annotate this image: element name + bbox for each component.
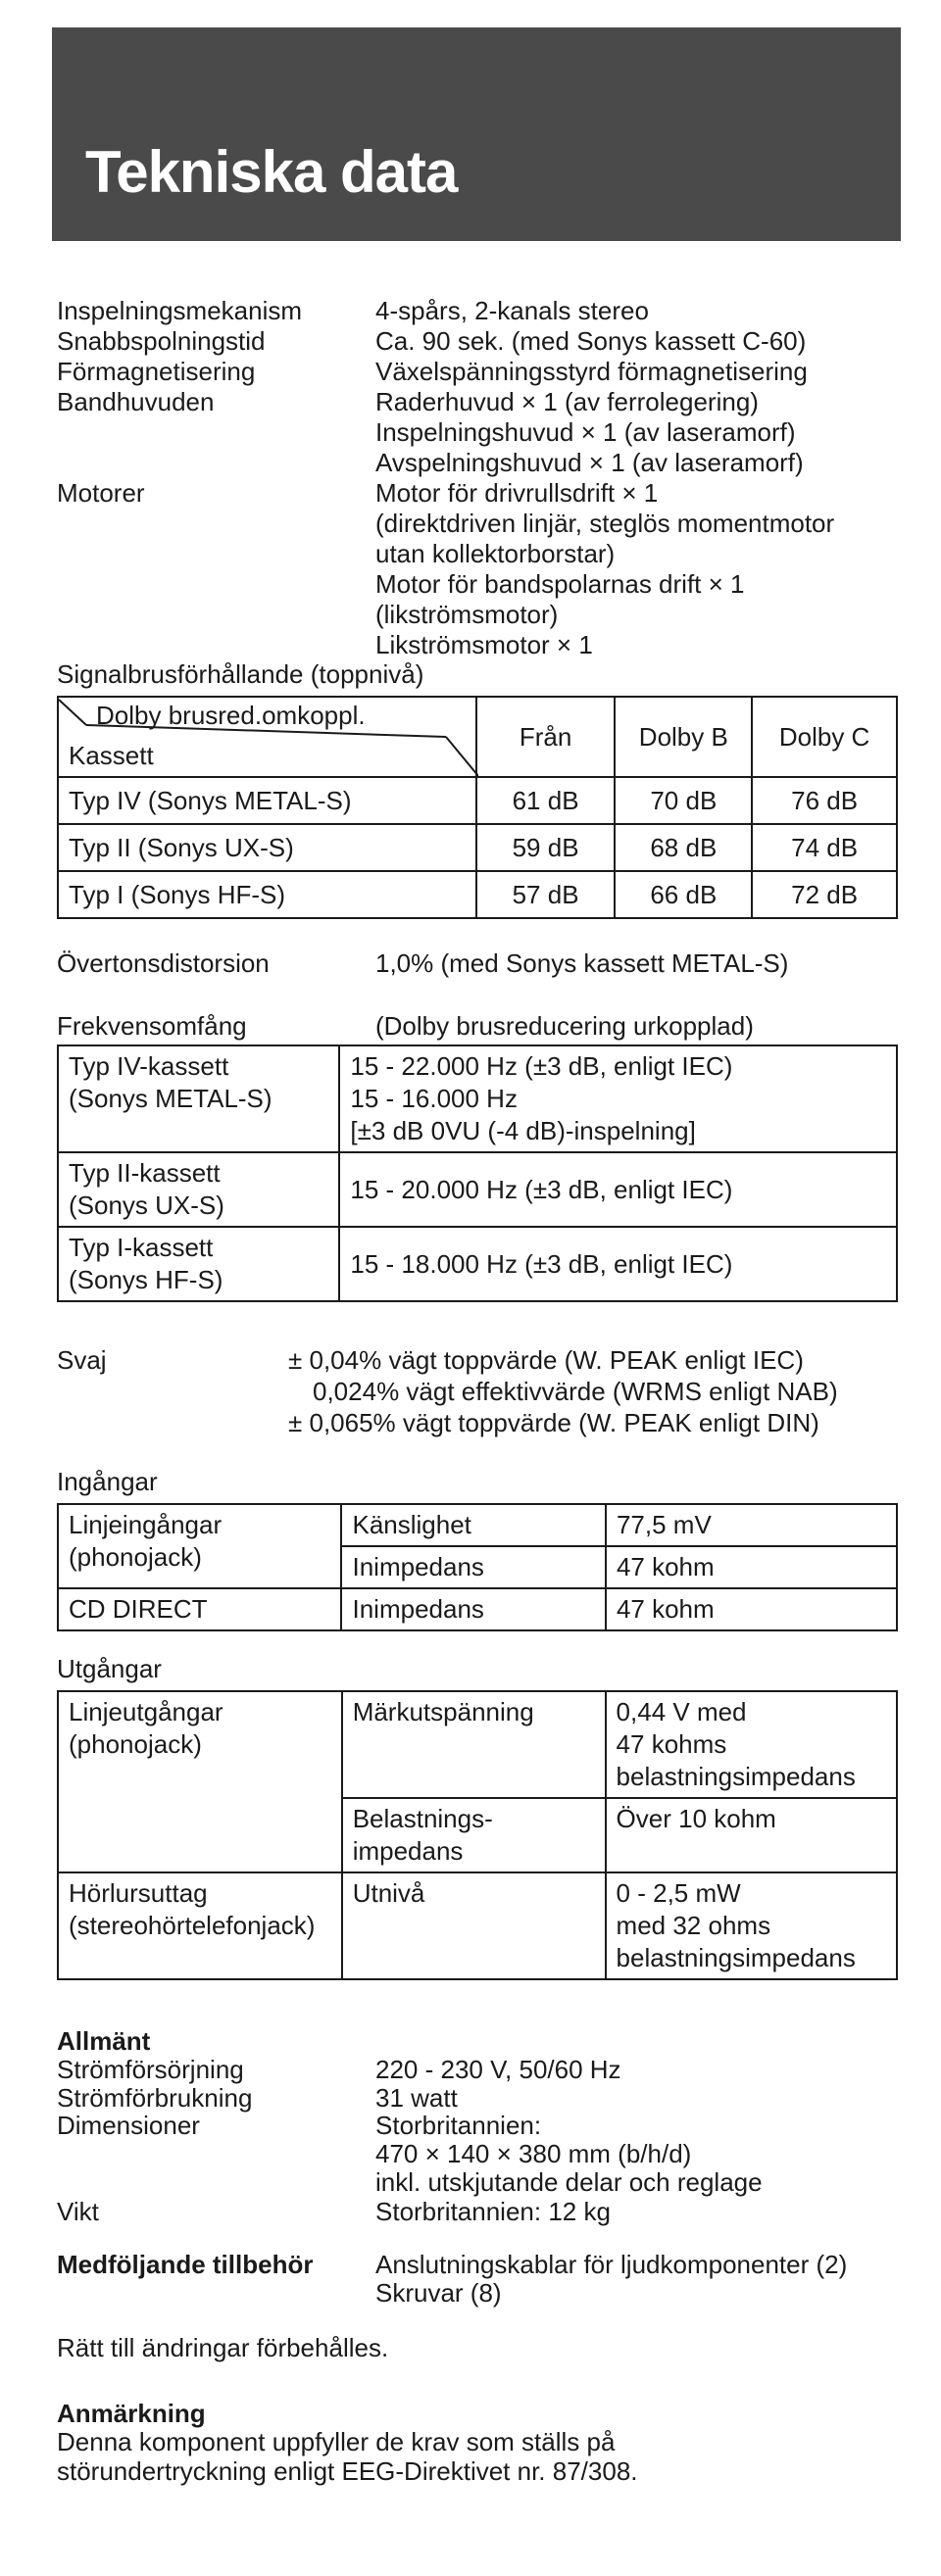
output-headphone-name (58, 1872, 342, 1979)
svaj-line: ± 0,04% vägt toppvärde (W. PEAK enligt IEC) (288, 1345, 804, 1375)
snr-value: 74 dB (752, 824, 897, 871)
input-value: 77,5 mV (606, 1504, 897, 1546)
output-param-line: Utnivå (352, 1878, 425, 1908)
table-row (58, 1045, 897, 1152)
output-param (342, 1872, 606, 1979)
snr-value: 68 dB (615, 824, 752, 871)
frequency-line: 15 - 20.000 Hz (±3 dB, enligt IEC) (350, 1174, 733, 1204)
output-value-line: belastningsimpedans (616, 1762, 856, 1791)
spec-value: 1,0% (med Sonys kassett METAL-S) (375, 948, 789, 978)
spec-value: 470 × 140 × 380 mm (b/h/d) (375, 2139, 692, 2168)
output-param (342, 1691, 606, 1798)
snr-value: 59 dB (476, 824, 616, 871)
frequency-line: 15 - 18.000 Hz (±3 dB, enligt IEC) (350, 1248, 733, 1279)
table-row (58, 777, 897, 824)
snr-value: 57 dB (476, 871, 616, 918)
spec-label: Bandhuvuden (57, 387, 215, 416)
output-param-line: impedans (352, 1836, 464, 1866)
snr-value: 76 dB (752, 777, 897, 824)
remark-text (57, 2427, 638, 2486)
output-connector: (phonojack) (69, 1729, 202, 1759)
outputs-table (57, 1690, 898, 1980)
frequency-cassette (58, 1152, 339, 1227)
output-name: Linjeutgångar (69, 1697, 223, 1726)
spec-svaj (57, 1344, 838, 1437)
spec-label: Inspelningsmekanism (57, 296, 303, 325)
spec-value: Storbritannien: 12 kg (375, 2197, 611, 2226)
cassette-brand: (Sonys HF-S) (69, 1265, 223, 1294)
output-value (606, 1691, 897, 1798)
snr-table (57, 696, 898, 919)
snr-row-name: Typ IV (Sonys METAL-S) (58, 777, 476, 824)
svaj-line: 0,024% vägt effektivvärde (WRMS enligt NAB) (313, 1377, 838, 1406)
frequency-table (57, 1045, 898, 1302)
spec-value: (likströmsmotor) (375, 600, 559, 629)
cassette-type: Typ IV-kassett (69, 1051, 229, 1081)
spec-label: Strömförbrukning (57, 2083, 253, 2113)
frequency-value (339, 1045, 897, 1152)
spec-label: Vikt (57, 2197, 99, 2226)
spec-label: Förmagnetisering (57, 357, 256, 386)
frequency-cassette (58, 1045, 339, 1152)
frequency-line: 15 - 16.000 Hz (350, 1084, 518, 1113)
table-row (58, 1504, 897, 1546)
output-value-line: 0 - 2,5 mW (616, 1878, 741, 1908)
cassette-type: Typ I-kassett (69, 1233, 214, 1262)
snr-header-row (58, 697, 897, 777)
output-param-line: Märkutspänning (352, 1697, 534, 1726)
remark-title: Anmärkning (57, 2399, 206, 2428)
table-row (58, 1691, 897, 1798)
input-param: Inimpedans (341, 1546, 605, 1588)
spec-value: 4-spårs, 2-kanals stereo (375, 296, 649, 325)
page-header (52, 27, 901, 241)
snr-corner-cell (58, 697, 476, 777)
remark-line: Denna komponent uppfyller de krav som ställs på (57, 2427, 616, 2456)
table-row (58, 1152, 897, 1227)
frequency-line: 15 - 22.000 Hz (±3 dB, enligt IEC) (350, 1051, 733, 1081)
output-value (606, 1872, 897, 1979)
output-value-line: 47 kohms (616, 1729, 727, 1759)
frequency-title: Frekvensomfång (57, 1011, 247, 1041)
cassette-brand: (Sonys UX-S) (69, 1191, 224, 1220)
table-row (58, 1872, 897, 1979)
page-title: Tekniska data (85, 139, 458, 205)
spec-value: Avspelningshuvud × 1 (av laseramorf) (375, 448, 804, 477)
spec-value: inkl. utskjutande delar och reglage (375, 2167, 763, 2197)
snr-value: 66 dB (615, 871, 752, 918)
table-row (58, 871, 897, 918)
spec-value: Växelspänningsstyrd förmagnetisering (375, 357, 808, 386)
frequency-note: (Dolby brusreducering urkopplad) (375, 1011, 754, 1041)
output-name: Hörlursuttag (69, 1878, 208, 1908)
spec-value: Raderhuvud × 1 (av ferrolegering) (375, 387, 759, 416)
output-connector: (stereohörtelefonjack) (69, 1911, 316, 1940)
output-param (342, 1798, 606, 1872)
snr-value: 61 dB (476, 777, 616, 824)
input-name: CD DIRECT (58, 1588, 341, 1630)
input-value: 47 kohm (606, 1546, 897, 1588)
inputs-title: Ingångar (57, 1467, 158, 1496)
spec-label: Strömförsörjning (57, 2055, 244, 2084)
spec-value: (direktdriven linjär, steglös momentmotor (375, 509, 835, 538)
spec-value: Skruvar (8) (375, 2278, 502, 2308)
spec-value: utan kollektorborstar) (375, 539, 616, 568)
spec-value: 31 watt (375, 2083, 458, 2113)
spec-value: Motor för drivrullsdrift × 1 (375, 478, 659, 508)
snr-row-name: Typ II (Sonys UX-S) (58, 824, 476, 871)
output-value-line: 0,44 V med (616, 1697, 747, 1726)
frequency-line: [±3 dB 0VU (-4 dB)-inspelning] (350, 1116, 696, 1145)
output-value (606, 1798, 897, 1872)
output-line-name (58, 1691, 342, 1872)
spec-label: Svaj (57, 1345, 107, 1375)
input-param: Känslighet (341, 1504, 605, 1546)
spec-label: Snabbspolningstid (57, 326, 266, 356)
snr-corner-top: Dolby brusred.omkoppl. (96, 701, 366, 730)
spec-value: 220 - 230 V, 50/60 Hz (375, 2055, 621, 2084)
output-param-line: Belastnings- (352, 1804, 493, 1833)
table-row (58, 1588, 897, 1630)
table-row (58, 1227, 897, 1301)
snr-col-header: Från (476, 697, 616, 777)
remark-line: störundertryckning enligt EEG-Direktivet nr. 87/308. (57, 2456, 638, 2486)
output-value-line: med 32 ohms (616, 1911, 771, 1940)
input-param: Inimpedans (341, 1588, 605, 1630)
spec-value: Motor för bandspolarnas drift × 1 (375, 569, 745, 599)
spec-label: Övertonsdistorsion (57, 948, 270, 978)
snr-col-header: Dolby B (615, 697, 752, 777)
output-value-line: Över 10 kohm (616, 1804, 776, 1833)
spec-value: Anslutningskablar för ljudkomponenter (2) (375, 2250, 848, 2279)
output-value-line: belastningsimpedans (616, 1943, 856, 1972)
snr-corner-bottom: Kassett (69, 741, 154, 770)
spec-label: Motorer (57, 478, 145, 508)
spec-value: Storbritannien: (375, 2111, 542, 2140)
outputs-title: Utgångar (57, 1654, 162, 1683)
accessories-title: Medföljande tillbehör (57, 2250, 314, 2279)
frequency-cassette (58, 1227, 339, 1301)
snr-value: 72 dB (752, 871, 897, 918)
cassette-type: Typ II-kassett (69, 1158, 221, 1188)
snr-row-name: Typ I (Sonys HF-S) (58, 871, 476, 918)
frequency-value (339, 1227, 897, 1301)
svaj-line: ± 0,065% vägt toppvärde (W. PEAK enligt DIN) (288, 1408, 819, 1437)
cassette-brand: (Sonys METAL-S) (69, 1084, 272, 1113)
input-connector: (phonojack) (69, 1542, 202, 1572)
input-value: 47 kohm (606, 1588, 897, 1630)
inputs-line-name (58, 1504, 341, 1588)
inputs-table (57, 1503, 898, 1631)
spec-label: Dimensioner (57, 2111, 200, 2140)
snr-title: Signalbrusförhållande (toppnivå) (57, 659, 424, 689)
general-title: Allmänt (57, 2026, 151, 2056)
snr-col-header: Dolby C (752, 697, 897, 777)
reservation-note: Rätt till ändringar förbehålles. (57, 2333, 389, 2362)
snr-value: 70 dB (615, 777, 752, 824)
input-name: Linjeingångar (69, 1510, 223, 1539)
spec-value: Inspelningshuvud × 1 (av laseramorf) (375, 417, 796, 447)
spec-value: Likströmsmotor × 1 (375, 630, 593, 659)
frequency-value (339, 1152, 897, 1227)
spec-value: Ca. 90 sek. (med Sonys kassett C-60) (375, 326, 807, 356)
table-row (58, 824, 897, 871)
